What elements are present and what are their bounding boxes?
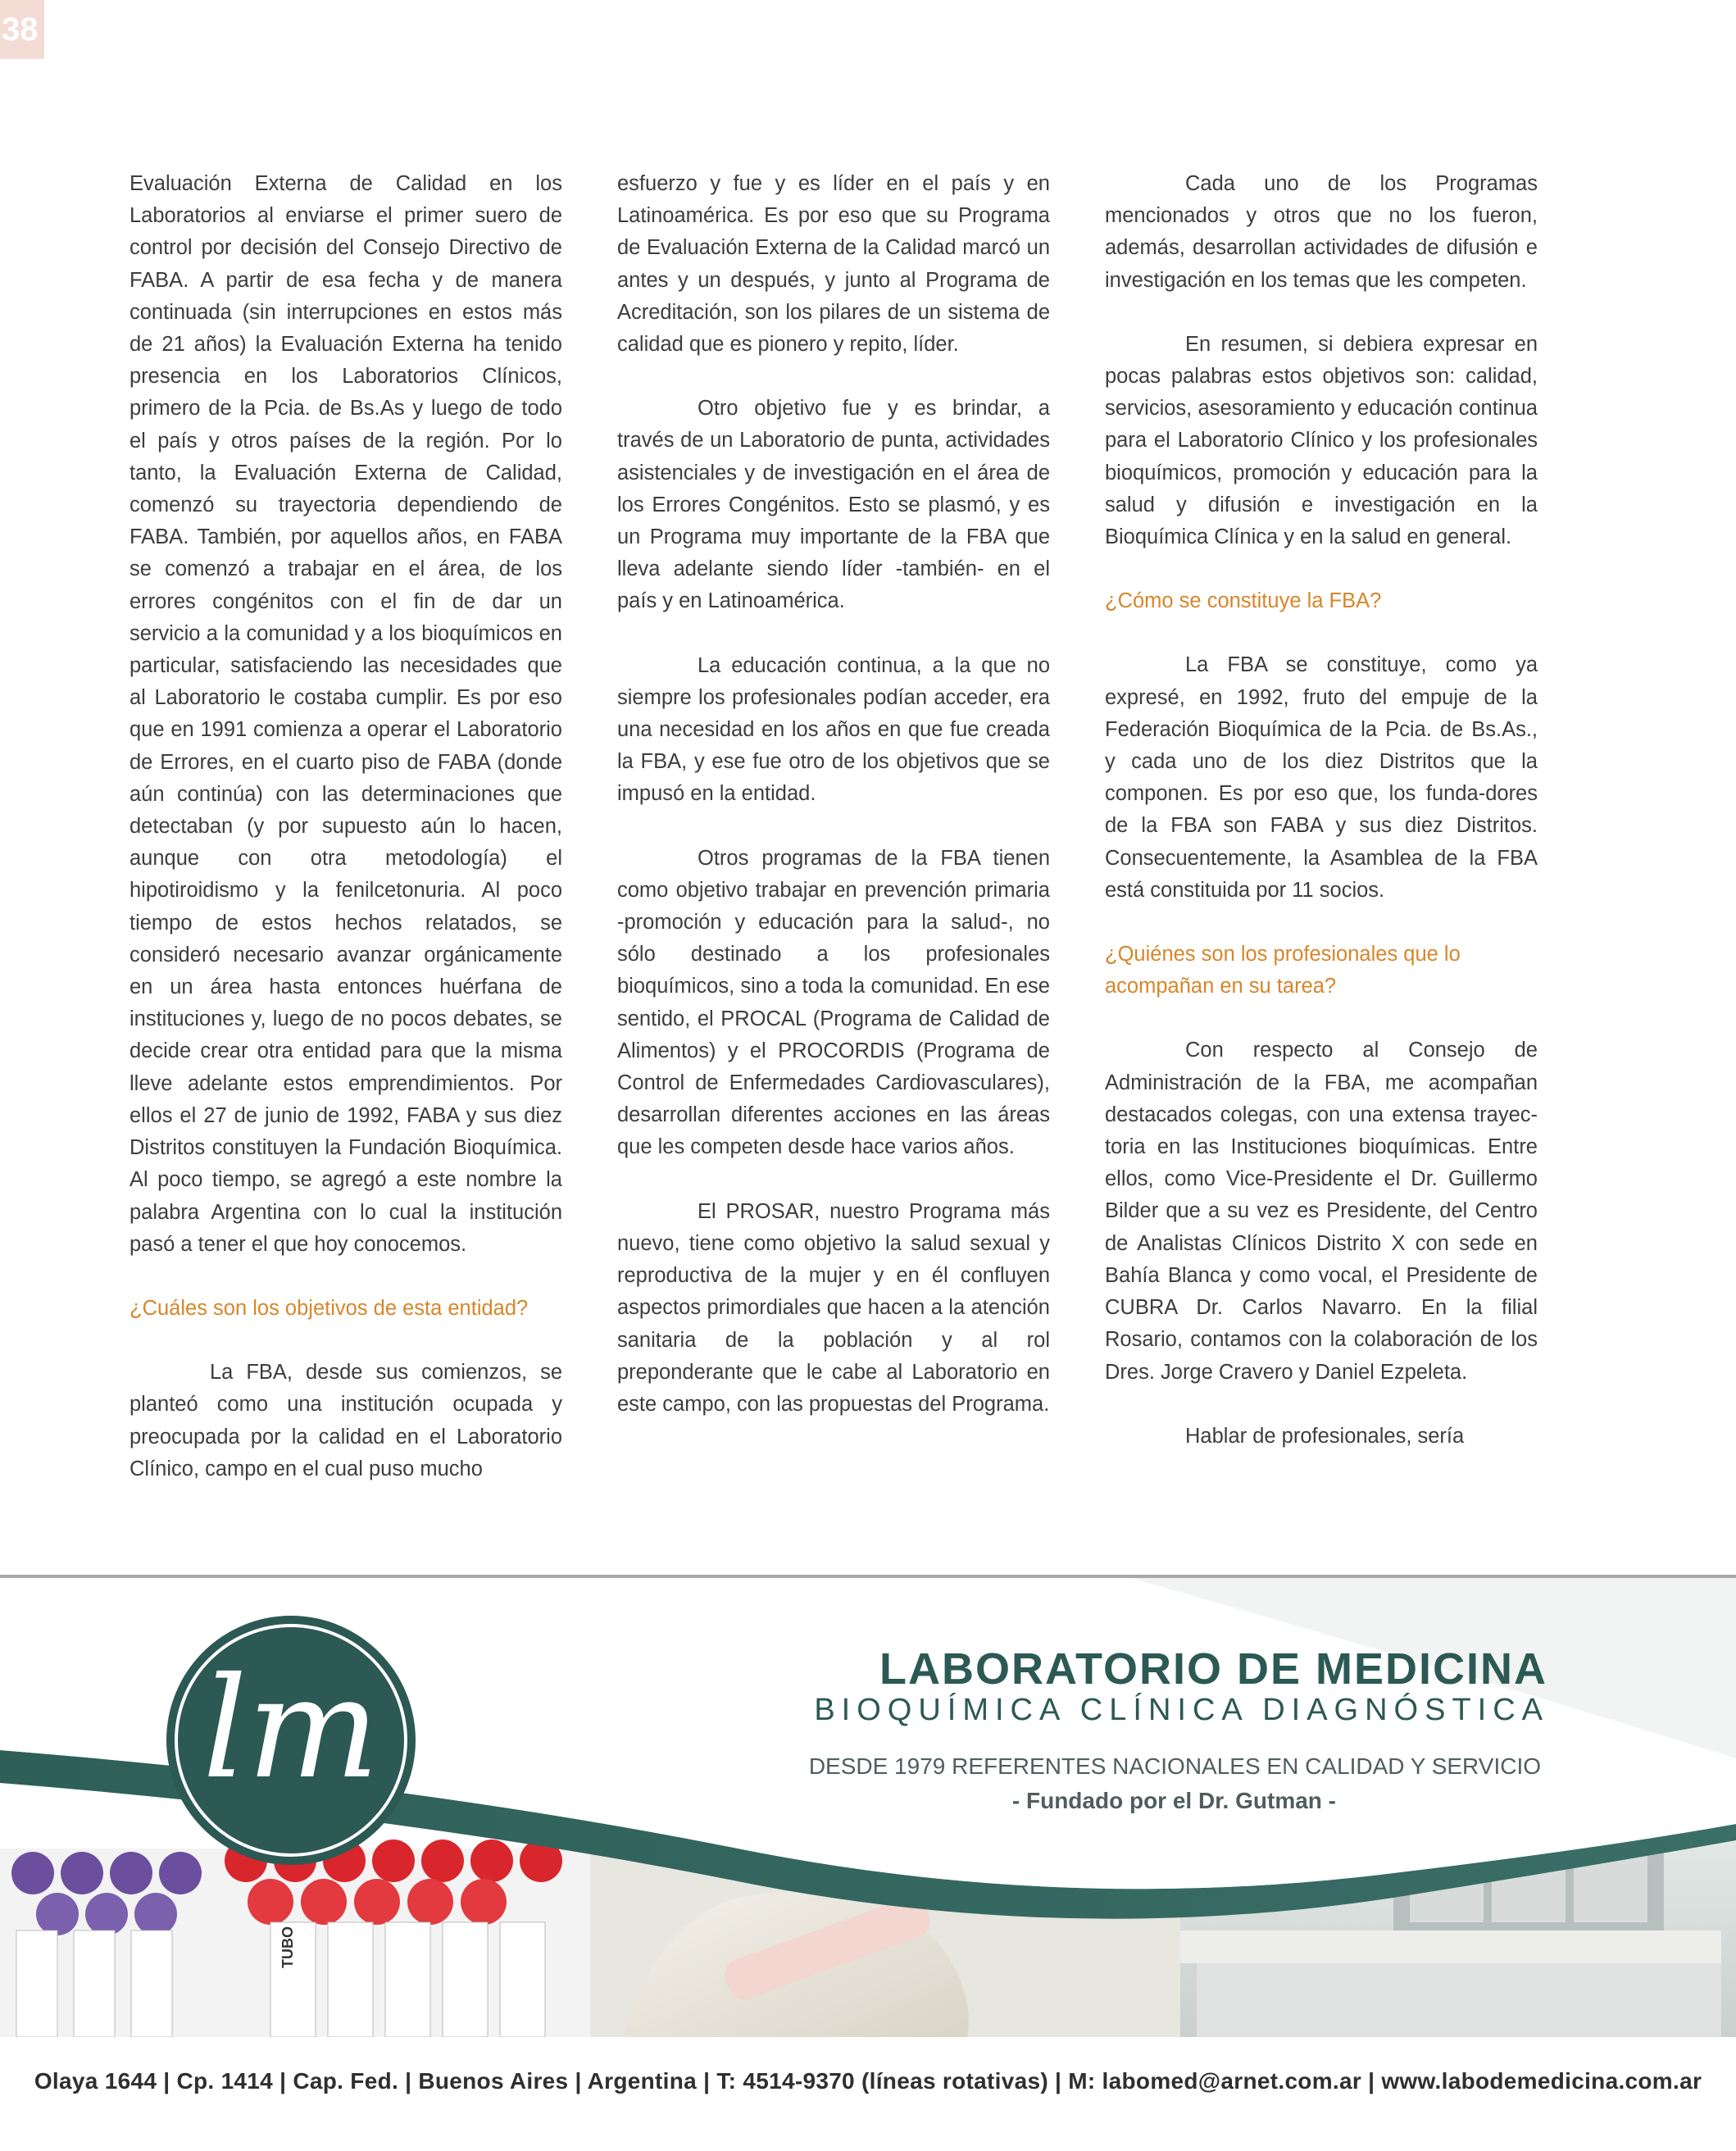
paragraph: Hablar de profesionales, sería: [1185, 1424, 1465, 1448]
article-column-3: [1105, 168, 1538, 1453]
paragraph: Evaluación Externa de Calidad en los Laboratorios al enviarse el primer suero de control por decisión del Consejo Directivo de FABA. A partir de esa fecha y de manera continuada (sin interrupciones en estos más de 21 años) la Evaluación Externa ha tenido presencia en los Laboratorios Clínicos, primero de la Pcia. de Bs.As y luego de todo el país y otros países de la región. Por lo tanto, la Evaluación Externa de Calidad, comenzó su trayectoria dependiendo de FABA. También, por aquellos años, en FABA se comenzó a trabajar en el área, de los errores congénitos con el fin de dar un servicio a la comunidad y a los bioquímicos en particular, satisfaciendo las necesidades que al Laboratorio le costaba cumplir. Es por eso que en 1991 comienza a operar el Laboratorio de Errores, en el cuarto piso de FABA (donde aún continúa) con las determinaciones que detectaban (y por supuesto aún lo hacen, aunque con otra metodología) el hipotiroidismo y la fenilcetonuria. Al poco tiempo de estos hechos relatados, se consideró necesario avanzar orgánicamente en un área hasta entonces huérfana de instituciones y, luego de no pocos debates, se decide crear otra entidad para que la misma lleve adelante estos emprendimientos. Por ellos el 27 de junio de 1992, FABA y sus diez Distritos constituyen la Fundación Bioquímica. Al poco tiempo, se agregó a este nombre la palabra Argentina con lo cual la institución pasó a tener el que hoy conocemos.: [130, 172, 562, 1256]
paragraph: Cada uno de los Programas mencionados y otros que no los fueron, además, desarrollan actividades de difusión e investigación en los temas que les competen.: [1105, 172, 1538, 292]
ad-subtitle: BIOQUÍMICA CLÍNICA DIAGNÓSTICA: [814, 1693, 1549, 1727]
section-heading: ¿Cómo se constituye la FBA?: [1105, 589, 1382, 613]
logo-monogram: lm: [202, 1648, 379, 1810]
paragraph: Con respecto al Consejo de Administración de la FBA, me acompañan destacados colegas, con una extensa trayec-toria en las Instituciones bioquímicas. Entre ellos, como Vice-Presidente el Dr. Guillermo Bilder que a su vez es Presidente, del Centro de Analistas Clínicos Distrito X con sede en Bahía Blanca y como vocal, el Presidente de CUBRA Dr. Carlos Navarro. En la filial Rosario, contamos con la colaboración de los Dres. Jorge Cravero y Daniel Ezpeleta.: [1105, 1039, 1538, 1384]
ad-title: LABORATORIO DE MEDICINA: [879, 1644, 1547, 1694]
paragraph: La FBA se constituye, como ya expresé, en 1992, fruto del empuje de la Federación Bioquímica de la Pcia. de Bs.As., y cada uno de los diez Distritos que la componen. Es por eso que, los funda-dores de la FBA son FABA y sus diez Distritos. Consecuentemente, la Asamblea de la FBA está constituida por 11 socios.: [1105, 653, 1538, 902]
ad-tagline: DESDE 1979 REFERENTES NACIONALES EN CALIDAD Y SERVICIO: [808, 1753, 1541, 1779]
paragraph: Otros programas de la FBA tienen como objetivo trabajar en prevención primaria -promoción y educación para la salud-, no sólo destinado a los profesionales bioquímicos, sino a toda la comunidad. En ese sentido, el PROCAL (Programa de Calidad de Alimentos) y el PROCORDIS (Programa de Control de Enfermedades Cardiovasculares), desarrollan diferentes acciones en las áreas que les competen desde hace varios años.: [617, 846, 1050, 1159]
article-column-1: [130, 168, 562, 1485]
section-heading: ¿Quiénes son los profesionales que lo acompañan en su tarea?: [1105, 943, 1461, 998]
paragraph: esfuerzo y fue y es líder en el país y en Latinoamérica. Es por eso que su Programa de Evaluación Externa de la Calidad marcó un antes y un después, y junto al Programa de Acreditación, son los pilares de un sistema de calidad que es pionero y repito, líder.: [617, 172, 1050, 357]
article-column-2: [617, 168, 1050, 1421]
tube-label: TUBO: [279, 1926, 296, 1968]
ad-founder: - Fundado por el Dr. Gutman -: [1011, 1788, 1336, 1813]
brand-logo: [168, 1617, 414, 1863]
page-number: 38: [0, 0, 44, 59]
contact-info: Olaya 1644 | Cp. 1414 | Cap. Fed. | Buenos Aires | Argentina | T: 4514-9370 (líneas rotativas) | M: labomed@arnet.com.ar | www.labodemedicina.com.ar: [34, 2068, 1702, 2094]
paragraph: La educación continua, a la que no siempre los profesionales podían acceder, era una necesidad en los años en que fue creada la FBA, y ese fue otro de los objetivos que se impusó en la entidad.: [617, 653, 1050, 806]
ad-footer: [0, 2037, 1736, 2151]
paragraph: El PROSAR, nuestro Programa más nuevo, tiene como objetivo la salud sexual y reproductiva de la mujer y en él confluyen aspectos primordiales que hacen a la atención sanitaria de la población y al rol preponderante que le cabe al Laboratorio en este campo, con las propuestas del Programa.: [617, 1199, 1050, 1416]
paragraph: La FBA, desde sus comienzos, se planteó como una institución ocupada y preocupada por la calidad en el Laboratorio Clínico, campo en el cual puso mucho: [130, 1361, 562, 1480]
paragraph: En resumen, si debiera expresar en pocas palabras estos objetivos son: calidad, servicios, asesoramiento y educación continua para el Laboratorio Clínico y los profesionales bioquímicos, promoción y educación para la salud y difusión e investigación en la Bioquímica Clínica y en la salud en general.: [1105, 332, 1538, 549]
section-heading: ¿Cuáles son los objetivos de esta entidad?: [130, 1296, 529, 1320]
paragraph: Otro objetivo fue y es brindar, a través de un Laboratorio de punta, actividades asistenciales y de investigación en el área de los Errores Congénitos. Esto se plasmó, y es un Programa muy importante de la FBA que lleva adelante siendo líder -también- en el país y en Latinoamérica.: [617, 397, 1050, 613]
advertisement-banner: [0, 1578, 1736, 2037]
